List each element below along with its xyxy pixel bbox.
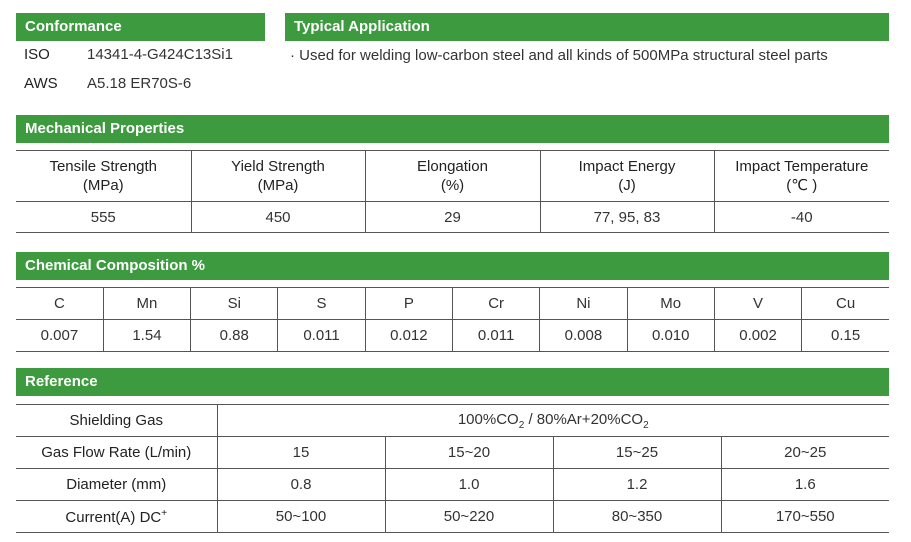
header-impact-energy: Impact Energy (J) (540, 151, 714, 202)
reference-table (16, 404, 889, 533)
table-cell: 80~350 (553, 501, 721, 533)
element-header: Ni (540, 288, 627, 320)
table-cell: 555 (16, 202, 191, 233)
diameter-label: Diameter (mm) (16, 469, 217, 501)
element-header: P (365, 288, 452, 320)
table-cell: 20~25 (721, 437, 889, 469)
table-cell: 1.0 (385, 469, 553, 501)
table-cell: 450 (191, 202, 365, 233)
table-cell: 0.15 (802, 320, 889, 352)
table-cell: 0.011 (278, 320, 365, 352)
mechanical-header: Mechanical Properties (16, 115, 889, 143)
conformance-value: 14341-4-G424C13Si1 (87, 46, 233, 63)
chemical-table (16, 287, 889, 352)
table-cell: 1.6 (721, 469, 889, 501)
table-cell: -40 (714, 202, 889, 233)
table-cell: 0.010 (627, 320, 714, 352)
table-cell: 0.88 (191, 320, 278, 352)
application-text: · Used for welding low-carbon steel and all kinds of 500MPa structural steel parts (290, 47, 828, 64)
application-header: Typical Application (285, 13, 889, 41)
table-cell: 0.012 (365, 320, 452, 352)
table-row (16, 405, 889, 437)
element-header: Si (191, 288, 278, 320)
table-cell: 0.011 (452, 320, 539, 352)
table-cell: 170~550 (721, 501, 889, 533)
table-cell: 50~100 (217, 501, 385, 533)
table-cell: 1.54 (103, 320, 190, 352)
element-header: Cu (802, 288, 889, 320)
conformance-header: Conformance (16, 13, 265, 41)
gas-flow-label: Gas Flow Rate (L/min) (16, 437, 217, 469)
mechanical-table (16, 150, 889, 233)
header-tensile-strength: Tensile Strength (MPa) (16, 151, 191, 202)
shielding-gas-label: Shielding Gas (16, 405, 217, 437)
element-header: Cr (452, 288, 539, 320)
table-cell: 0.007 (16, 320, 103, 352)
header-yield-strength: Yield Strength (MPa) (191, 151, 365, 202)
table-row (16, 320, 889, 352)
reference-header: Reference (16, 368, 889, 396)
conformance-value: A5.18 ER70S-6 (87, 75, 192, 92)
element-header: V (714, 288, 801, 320)
current-label: Current(A) DC+ (16, 501, 217, 533)
table-cell: 0.8 (217, 469, 385, 501)
table-row (16, 437, 889, 469)
element-header: Mn (103, 288, 190, 320)
conformance-key: AWS (24, 75, 58, 92)
table-row (16, 501, 889, 533)
conformance-key: ISO (24, 46, 50, 63)
shielding-gas-value: $100\%CO_2 / 80\%Ar+20\%CO_2$ (217, 405, 889, 437)
element-header: S (278, 288, 365, 320)
header-elongation: Elongation (%) (365, 151, 540, 202)
element-header: Mo (627, 288, 714, 320)
table-cell: 15~25 (553, 437, 721, 469)
header-impact-temperature: Impact Temperature (℃ ) (714, 151, 889, 202)
chemical-header: Chemical Composition % (16, 252, 889, 280)
table-row (16, 151, 889, 202)
table-row (16, 469, 889, 501)
element-header: C (16, 288, 103, 320)
table-cell: 15~20 (385, 437, 553, 469)
table-cell: 0.008 (540, 320, 627, 352)
table-cell: 29 (365, 202, 540, 233)
table-cell: 50~220 (385, 501, 553, 533)
table-cell: 1.2 (553, 469, 721, 501)
table-row (16, 202, 889, 233)
table-cell: 0.002 (714, 320, 801, 352)
table-cell: 15 (217, 437, 385, 469)
table-cell: 77, 95, 83 (540, 202, 714, 233)
table-row (16, 288, 889, 320)
